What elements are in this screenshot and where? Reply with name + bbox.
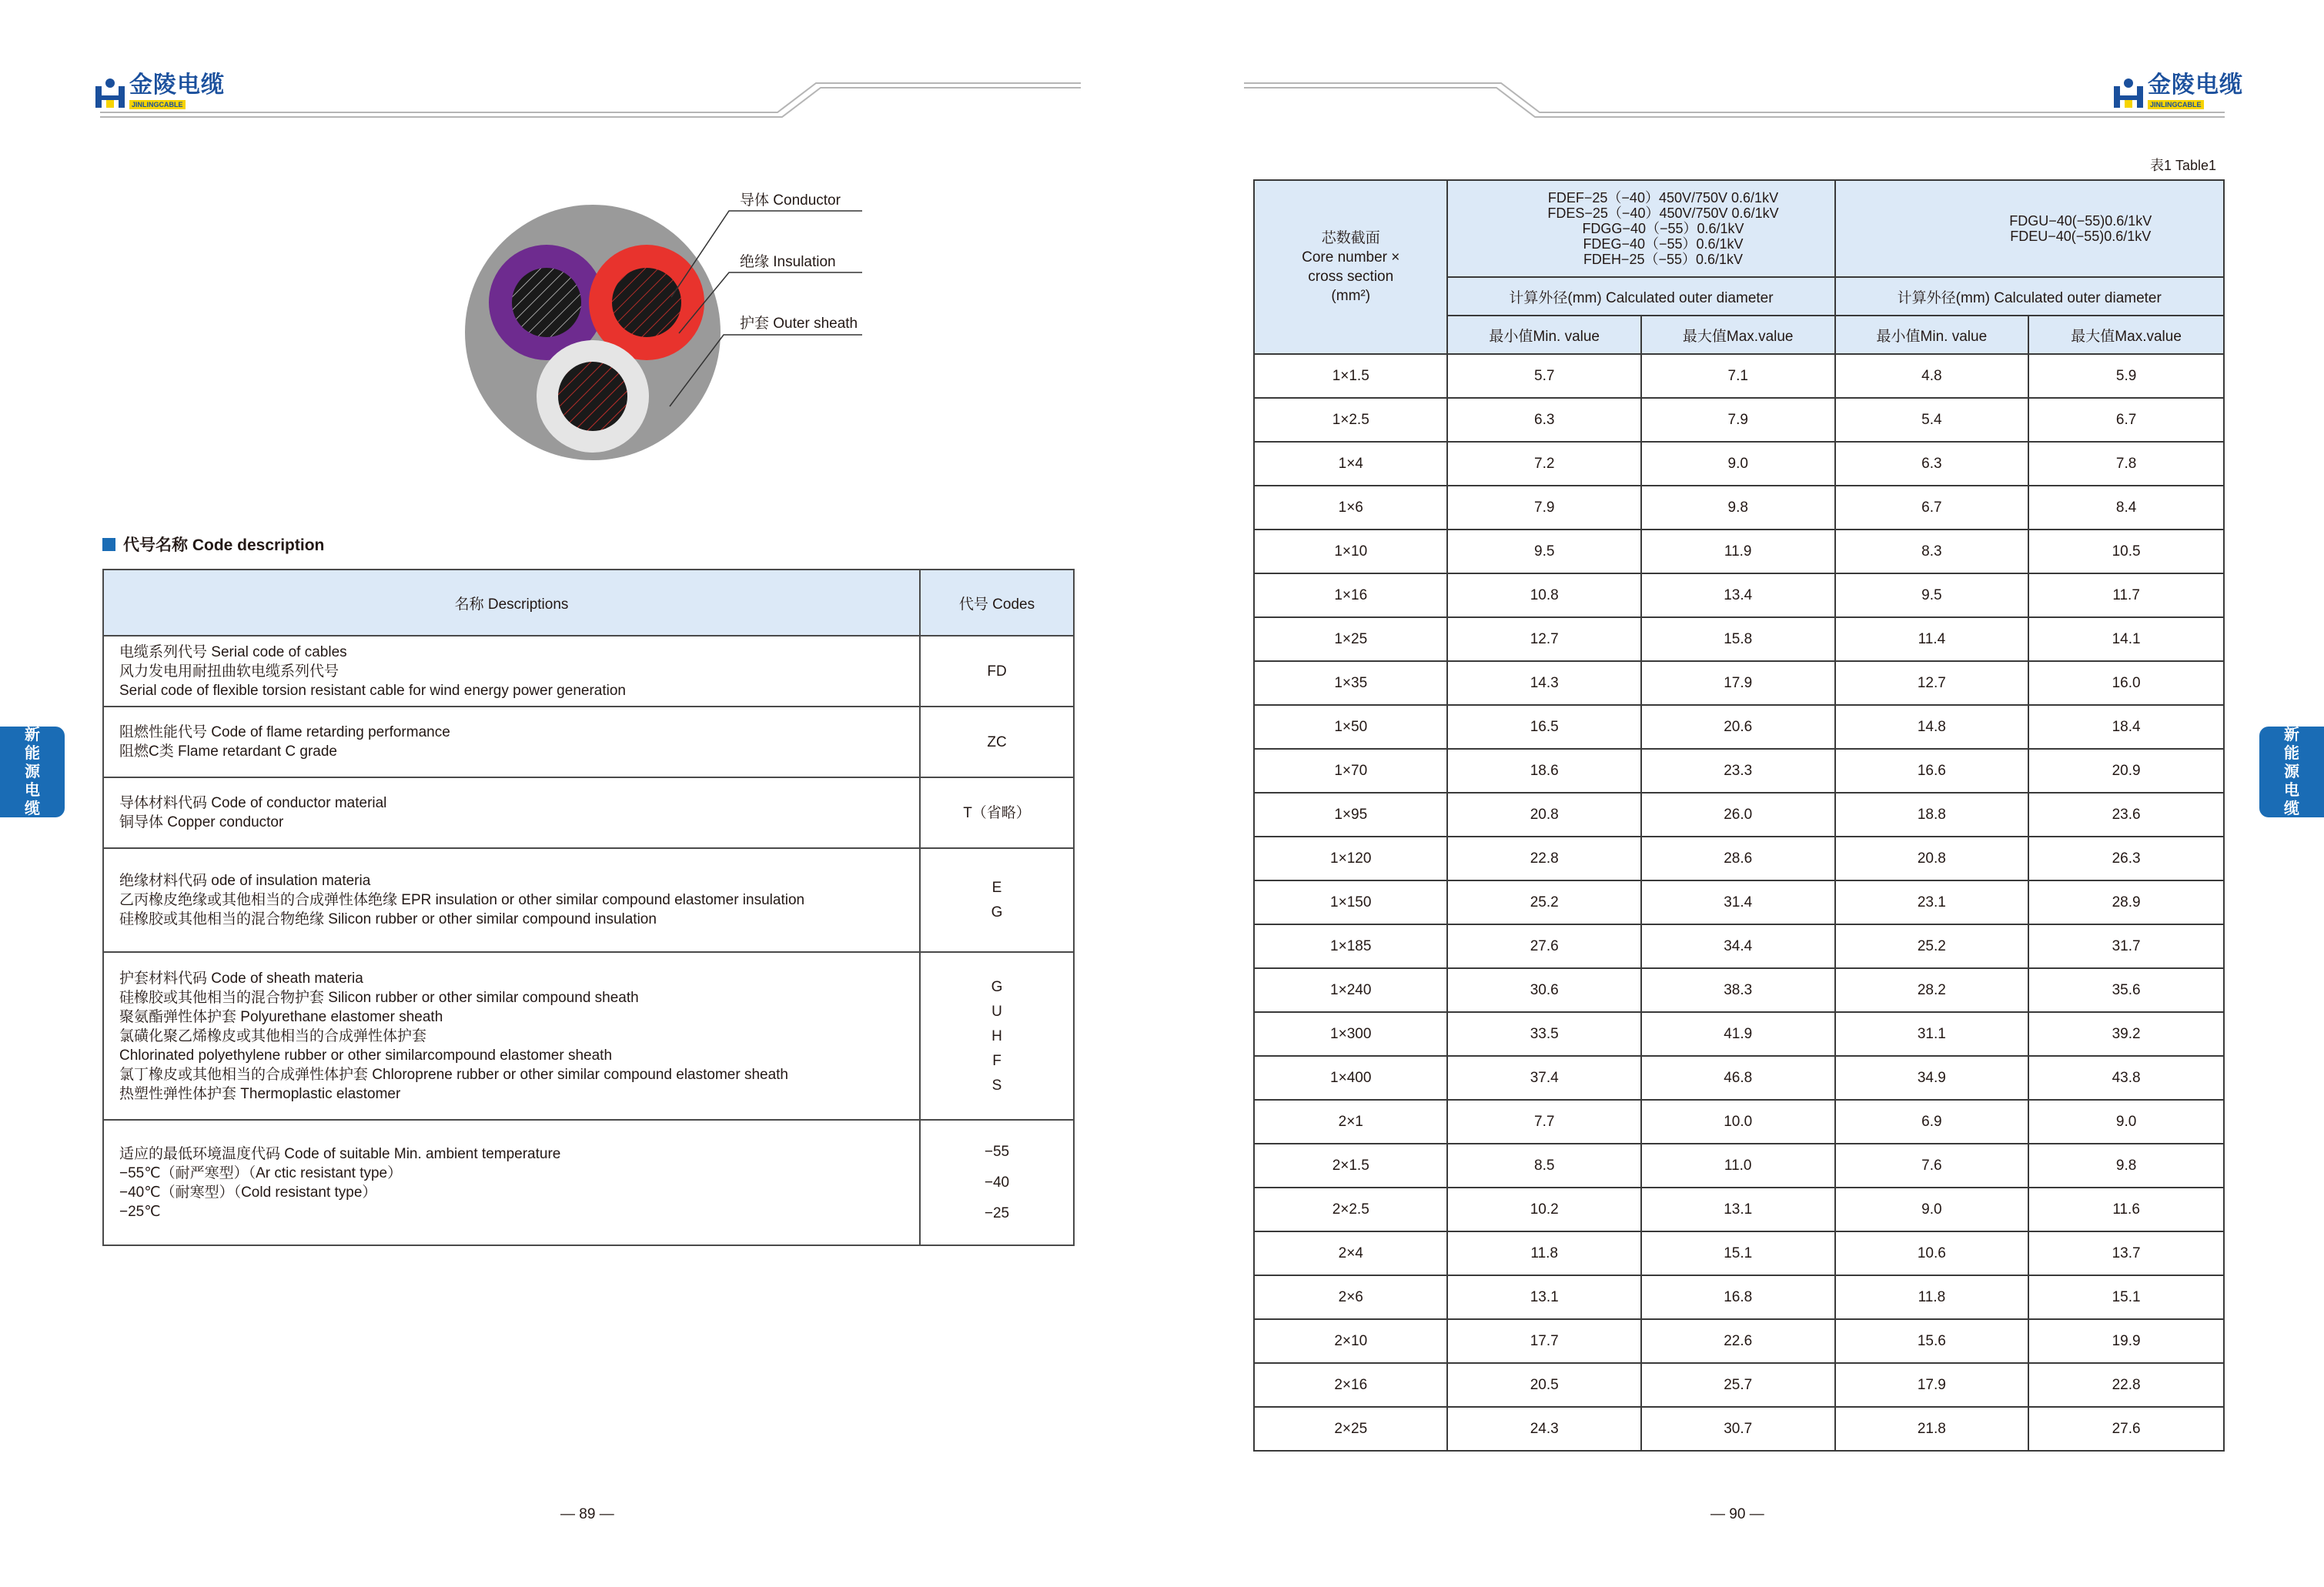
code-description-table bbox=[102, 569, 1075, 1246]
table-row bbox=[1254, 1100, 2224, 1144]
brand-mark-icon bbox=[2114, 77, 2143, 108]
code-description-title: 代号名称 Code description bbox=[102, 533, 324, 556]
diameter-cell: 25.2 bbox=[1447, 880, 1640, 924]
header-lines bbox=[0, 0, 2324, 131]
diameter-cell: 15.1 bbox=[2028, 1275, 2224, 1319]
table-row bbox=[1254, 1231, 2224, 1275]
diameter-cell: 34.4 bbox=[1641, 924, 1835, 968]
group2-diameter-header: 计算外径(mm) Calculated outer diameter bbox=[1835, 277, 2225, 316]
core-size-cell: 1×25 bbox=[1254, 617, 1447, 661]
brand-mark-icon bbox=[95, 77, 125, 108]
diameter-cell: 18.8 bbox=[1835, 793, 2029, 837]
group1-diameter-header: 计算外径(mm) Calculated outer diameter bbox=[1447, 277, 1834, 316]
diameter-cell: 20.8 bbox=[1447, 793, 1640, 837]
table-row bbox=[103, 848, 1074, 952]
table-row bbox=[1254, 530, 2224, 573]
table-row bbox=[1254, 968, 2224, 1012]
table-row bbox=[1254, 1319, 2224, 1363]
core-size-cell: 2×16 bbox=[1254, 1363, 1447, 1407]
group2-min-header: 最小值Min. value bbox=[1835, 316, 2029, 354]
diameter-cell: 13.4 bbox=[1641, 573, 1835, 617]
diameter-cell: 8.3 bbox=[1835, 530, 2029, 573]
description-cell: 护套材料代码 Code of sheath materia 硅橡胶或其他相当的混合物护套 Silicon rubber or other similar compound sheath 聚氨酯弹性体护套 Polyurethane elastomer sheath 氯磺化聚乙烯橡皮或其他相当的合成弹性体护套 Chlorinated polyethylene rubber or other similarcompound elastomer sheath 氯丁橡皮或其他相当的合成弹性体护套 Chloroprene rubber or other similar compound elastomer sheath 热塑性弹性体护套 Thermoplastic elastomer bbox=[103, 952, 920, 1120]
diameter-cell: 11.8 bbox=[1835, 1275, 2029, 1319]
core-size-cell: 1×300 bbox=[1254, 1012, 1447, 1056]
section-bullet-icon bbox=[102, 538, 115, 551]
table-row bbox=[1254, 1188, 2224, 1231]
table-row bbox=[1254, 1407, 2224, 1451]
table-row bbox=[1254, 1363, 2224, 1407]
diameter-cell: 20.6 bbox=[1641, 705, 1835, 749]
diameter-cell: 35.6 bbox=[2028, 968, 2224, 1012]
table-row bbox=[1254, 1144, 2224, 1188]
core-size-cell: 2×1 bbox=[1254, 1100, 1447, 1144]
brand-logo-left bbox=[95, 74, 225, 111]
diameter-cell: 28.2 bbox=[1835, 968, 2029, 1012]
core-size-cell: 1×4 bbox=[1254, 442, 1447, 486]
diameter-cell: 4.8 bbox=[1835, 354, 2029, 398]
core-size-cell: 1×10 bbox=[1254, 530, 1447, 573]
table-row bbox=[103, 952, 1074, 1120]
code-cell: T（省略） bbox=[920, 777, 1074, 848]
diameter-cell: 5.9 bbox=[2028, 354, 2224, 398]
diameter-cell: 30.6 bbox=[1447, 968, 1640, 1012]
diameter-cell: 9.5 bbox=[1447, 530, 1640, 573]
table-header-row bbox=[1254, 180, 2224, 277]
diameter-cell: 18.4 bbox=[2028, 705, 2224, 749]
core-size-cell: 2×6 bbox=[1254, 1275, 1447, 1319]
core-header: 芯数截面 Core number × cross section (mm²) bbox=[1254, 180, 1447, 354]
diameter-cell: 7.1 bbox=[1641, 354, 1835, 398]
label-outer-sheath: 护套 Outer sheath bbox=[740, 316, 858, 332]
diameter-cell: 28.6 bbox=[1641, 837, 1835, 880]
core-size-cell: 2×2.5 bbox=[1254, 1188, 1447, 1231]
label-conductor: 导体 Conductor bbox=[740, 192, 841, 209]
brand-name-en: JINLINGCABLE bbox=[129, 100, 186, 109]
table-row bbox=[1254, 573, 2224, 617]
diameter-cell: 9.5 bbox=[1835, 573, 2029, 617]
code-cell: E G bbox=[920, 848, 1074, 952]
core-size-cell: 1×185 bbox=[1254, 924, 1447, 968]
diameter-cell: 37.4 bbox=[1447, 1056, 1640, 1100]
diameter-cell: 31.7 bbox=[2028, 924, 2224, 968]
brand-name-cn: 金陵电缆 bbox=[2148, 72, 2243, 98]
table-row bbox=[103, 636, 1074, 707]
diameter-cell: 33.5 bbox=[1447, 1012, 1640, 1056]
core-size-cell: 1×400 bbox=[1254, 1056, 1447, 1100]
table-row bbox=[1254, 442, 2224, 486]
diameter-cell: 23.6 bbox=[2028, 793, 2224, 837]
diameter-cell: 16.6 bbox=[1835, 749, 2029, 793]
diameter-cell: 28.9 bbox=[2028, 880, 2224, 924]
table-row bbox=[1254, 1275, 2224, 1319]
table-row bbox=[1254, 661, 2224, 705]
diameter-cell: 5.7 bbox=[1447, 354, 1640, 398]
core-size-cell: 2×25 bbox=[1254, 1407, 1447, 1451]
diameter-cell: 6.3 bbox=[1835, 442, 2029, 486]
diameter-cell: 9.0 bbox=[2028, 1100, 2224, 1144]
table-caption: 表1 Table1 bbox=[2150, 158, 2217, 173]
diameter-cell: 22.6 bbox=[1641, 1319, 1835, 1363]
diameter-cell: 17.9 bbox=[1641, 661, 1835, 705]
diameter-cell: 5.4 bbox=[1835, 398, 2029, 442]
diameter-cell: 6.3 bbox=[1447, 398, 1640, 442]
page-number-right: — 90 — bbox=[1710, 1506, 1764, 1522]
diameter-cell: 43.8 bbox=[2028, 1056, 2224, 1100]
diameter-cell: 6.7 bbox=[2028, 398, 2224, 442]
diameter-cell: 27.6 bbox=[2028, 1407, 2224, 1451]
diameter-cell: 14.3 bbox=[1447, 661, 1640, 705]
diameter-cell: 13.7 bbox=[2028, 1231, 2224, 1275]
table-row bbox=[1254, 486, 2224, 530]
diameter-cell: 13.1 bbox=[1447, 1275, 1640, 1319]
diameter-cell: 26.3 bbox=[2028, 837, 2224, 880]
diameter-cell: 7.7 bbox=[1447, 1100, 1640, 1144]
table-row bbox=[1254, 1012, 2224, 1056]
diameter-cell: 14.8 bbox=[1835, 705, 2029, 749]
diameter-cell: 26.0 bbox=[1641, 793, 1835, 837]
diameter-cell: 23.1 bbox=[1835, 880, 2029, 924]
group2-models-header: FDGU−40(−55)0.6/1kV FDEU−40(−55)0.6/1kV bbox=[1835, 180, 2225, 277]
diameter-cell: 23.3 bbox=[1641, 749, 1835, 793]
table-row bbox=[1254, 749, 2224, 793]
core-size-cell: 1×16 bbox=[1254, 573, 1447, 617]
description-cell: 绝缘材料代码 ode of insulation materia 乙丙橡皮绝缘或其他相当的合成弹性体绝缘 EPR insulation or other similar compound elastomer insulation 硅橡胶或其他相当的混合物绝缘 Silicon rubber or other similar compound insulation bbox=[103, 848, 920, 952]
core-red-conductor bbox=[612, 268, 681, 337]
core-size-cell: 1×1.5 bbox=[1254, 354, 1447, 398]
table-row bbox=[1254, 354, 2224, 398]
diameter-cell: 10.2 bbox=[1447, 1188, 1640, 1231]
diameter-cell: 10.0 bbox=[1641, 1100, 1835, 1144]
brand-name-en: JINLINGCABLE bbox=[2148, 100, 2204, 109]
diameter-cell: 8.4 bbox=[2028, 486, 2224, 530]
diameter-cell: 20.8 bbox=[1835, 837, 2029, 880]
diameter-cell: 12.7 bbox=[1447, 617, 1640, 661]
diameter-cell: 9.8 bbox=[1641, 486, 1835, 530]
table-row bbox=[1254, 1056, 2224, 1100]
outer-diameter-table bbox=[1253, 179, 2225, 1452]
code-cell: ZC bbox=[920, 707, 1074, 777]
diameter-cell: 21.8 bbox=[1835, 1407, 2029, 1451]
diameter-cell: 41.9 bbox=[1641, 1012, 1835, 1056]
core-white-conductor bbox=[558, 362, 627, 431]
diameter-cell: 19.9 bbox=[2028, 1319, 2224, 1363]
core-size-cell: 1×120 bbox=[1254, 837, 1447, 880]
description-cell: 适应的最低环境温度代码 Code of suitable Min. ambient temperature −55℃（耐严寒型）（Ar ctic resistant type） −40℃（耐寒型）（Cold resistant type） −25℃ bbox=[103, 1120, 920, 1245]
diameter-cell: 9.0 bbox=[1641, 442, 1835, 486]
diameter-cell: 31.1 bbox=[1835, 1012, 2029, 1056]
diameter-cell: 17.9 bbox=[1835, 1363, 2029, 1407]
diameter-cell: 39.2 bbox=[2028, 1012, 2224, 1056]
brand-name-cn: 金陵电缆 bbox=[129, 72, 225, 98]
diameter-cell: 12.7 bbox=[1835, 661, 2029, 705]
diameter-cell: 16.5 bbox=[1447, 705, 1640, 749]
diameter-cell: 10.5 bbox=[2028, 530, 2224, 573]
diameter-cell: 38.3 bbox=[1641, 968, 1835, 1012]
core-size-cell: 2×4 bbox=[1254, 1231, 1447, 1275]
table-row bbox=[103, 707, 1074, 777]
diameter-cell: 18.6 bbox=[1447, 749, 1640, 793]
code-cell: G U H F S bbox=[920, 952, 1074, 1120]
label-insulation: 绝缘 Insulation bbox=[740, 254, 836, 270]
table-row bbox=[1254, 880, 2224, 924]
header-descriptions: 名称 Descriptions bbox=[103, 570, 920, 636]
diameter-cell: 22.8 bbox=[2028, 1363, 2224, 1407]
diameter-cell: 20.9 bbox=[2028, 749, 2224, 793]
diameter-cell: 6.7 bbox=[1835, 486, 2029, 530]
diameter-cell: 9.0 bbox=[1835, 1188, 2029, 1231]
table-row bbox=[1254, 617, 2224, 661]
diameter-cell: 11.6 bbox=[2028, 1188, 2224, 1231]
header-codes: 代号 Codes bbox=[920, 570, 1074, 636]
diameter-cell: 10.8 bbox=[1447, 573, 1640, 617]
diameter-cell: 15.1 bbox=[1641, 1231, 1835, 1275]
group1-models-header: FDEF−25（−40）450V/750V 0.6/1kV FDES−25（−40）450V/750V 0.6/1kV FDGG−40（−55）0.6/1kV FDEG−40（−55）0.6/1kV FDEH−25（−55）0.6/1kV bbox=[1447, 180, 1834, 277]
diameter-cell: 34.9 bbox=[1835, 1056, 2029, 1100]
table-row bbox=[103, 777, 1074, 848]
core-size-cell: 1×150 bbox=[1254, 880, 1447, 924]
group1-max-header: 最大值Max.value bbox=[1641, 316, 1835, 354]
diameter-cell: 24.3 bbox=[1447, 1407, 1640, 1451]
diameter-cell: 17.7 bbox=[1447, 1319, 1640, 1363]
table-row bbox=[1254, 398, 2224, 442]
diameter-cell: 14.1 bbox=[2028, 617, 2224, 661]
core-size-cell: 1×2.5 bbox=[1254, 398, 1447, 442]
diameter-cell: 7.9 bbox=[1447, 486, 1640, 530]
diameter-cell: 11.0 bbox=[1641, 1144, 1835, 1188]
description-cell: 电缆系列代号 Serial code of cables 风力发电用耐扭曲软电缆系列代号 Serial code of flexible torsion resistant cable for wind energy power generation bbox=[103, 636, 920, 707]
diameter-cell: 15.8 bbox=[1641, 617, 1835, 661]
core-size-cell: 2×1.5 bbox=[1254, 1144, 1447, 1188]
diameter-cell: 6.9 bbox=[1835, 1100, 2029, 1144]
diameter-cell: 27.6 bbox=[1447, 924, 1640, 968]
core-size-cell: 1×35 bbox=[1254, 661, 1447, 705]
diameter-cell: 7.6 bbox=[1835, 1144, 2029, 1188]
diameter-cell: 7.2 bbox=[1447, 442, 1640, 486]
core-purple-conductor bbox=[512, 268, 581, 337]
diameter-cell: 7.9 bbox=[1641, 398, 1835, 442]
core-size-cell: 1×240 bbox=[1254, 968, 1447, 1012]
table-row bbox=[1254, 924, 2224, 968]
diameter-cell: 11.4 bbox=[1835, 617, 2029, 661]
diameter-cell: 10.6 bbox=[1835, 1231, 2029, 1275]
description-cell: 阻燃性能代号 Code of flame retarding performance 阻燃C类 Flame retardant C grade bbox=[103, 707, 920, 777]
diameter-cell: 46.8 bbox=[1641, 1056, 1835, 1100]
diameter-cell: 16.0 bbox=[2028, 661, 2224, 705]
code-cell: −55 −40 −25 bbox=[920, 1120, 1074, 1245]
diameter-cell: 22.8 bbox=[1447, 837, 1640, 880]
code-cell: FD bbox=[920, 636, 1074, 707]
core-size-cell: 1×6 bbox=[1254, 486, 1447, 530]
table-row bbox=[1254, 793, 2224, 837]
page-number-left: — 89 — bbox=[560, 1506, 614, 1522]
diameter-cell: 31.4 bbox=[1641, 880, 1835, 924]
diameter-cell: 11.9 bbox=[1641, 530, 1835, 573]
diameter-cell: 25.2 bbox=[1835, 924, 2029, 968]
side-tab-left: 新 能 源 电 缆 bbox=[0, 727, 65, 817]
group2-max-header: 最大值Max.value bbox=[2028, 316, 2224, 354]
diameter-cell: 30.7 bbox=[1641, 1407, 1835, 1451]
diameter-cell: 20.5 bbox=[1447, 1363, 1640, 1407]
diameter-cell: 11.8 bbox=[1447, 1231, 1640, 1275]
core-size-cell: 1×70 bbox=[1254, 749, 1447, 793]
diameter-cell: 11.7 bbox=[2028, 573, 2224, 617]
diameter-cell: 13.1 bbox=[1641, 1188, 1835, 1231]
table-row bbox=[1254, 837, 2224, 880]
diameter-cell: 9.8 bbox=[2028, 1144, 2224, 1188]
description-cell: 导体材料代码 Code of conductor material 铜导体 Copper conductor bbox=[103, 777, 920, 848]
diameter-cell: 7.8 bbox=[2028, 442, 2224, 486]
diameter-cell: 16.8 bbox=[1641, 1275, 1835, 1319]
core-size-cell: 2×10 bbox=[1254, 1319, 1447, 1363]
brand-logo-right bbox=[2114, 74, 2243, 111]
core-size-cell: 1×95 bbox=[1254, 793, 1447, 837]
group1-min-header: 最小值Min. value bbox=[1447, 316, 1640, 354]
table-header-row bbox=[103, 570, 1074, 636]
side-tab-right: 新 能 源 电 缆 bbox=[2259, 727, 2324, 817]
diameter-cell: 15.6 bbox=[1835, 1319, 2029, 1363]
table-body bbox=[1254, 354, 2224, 1451]
table-row bbox=[1254, 705, 2224, 749]
diameter-cell: 25.7 bbox=[1641, 1363, 1835, 1407]
diameter-cell: 8.5 bbox=[1447, 1144, 1640, 1188]
table-row bbox=[103, 1120, 1074, 1245]
core-size-cell: 1×50 bbox=[1254, 705, 1447, 749]
